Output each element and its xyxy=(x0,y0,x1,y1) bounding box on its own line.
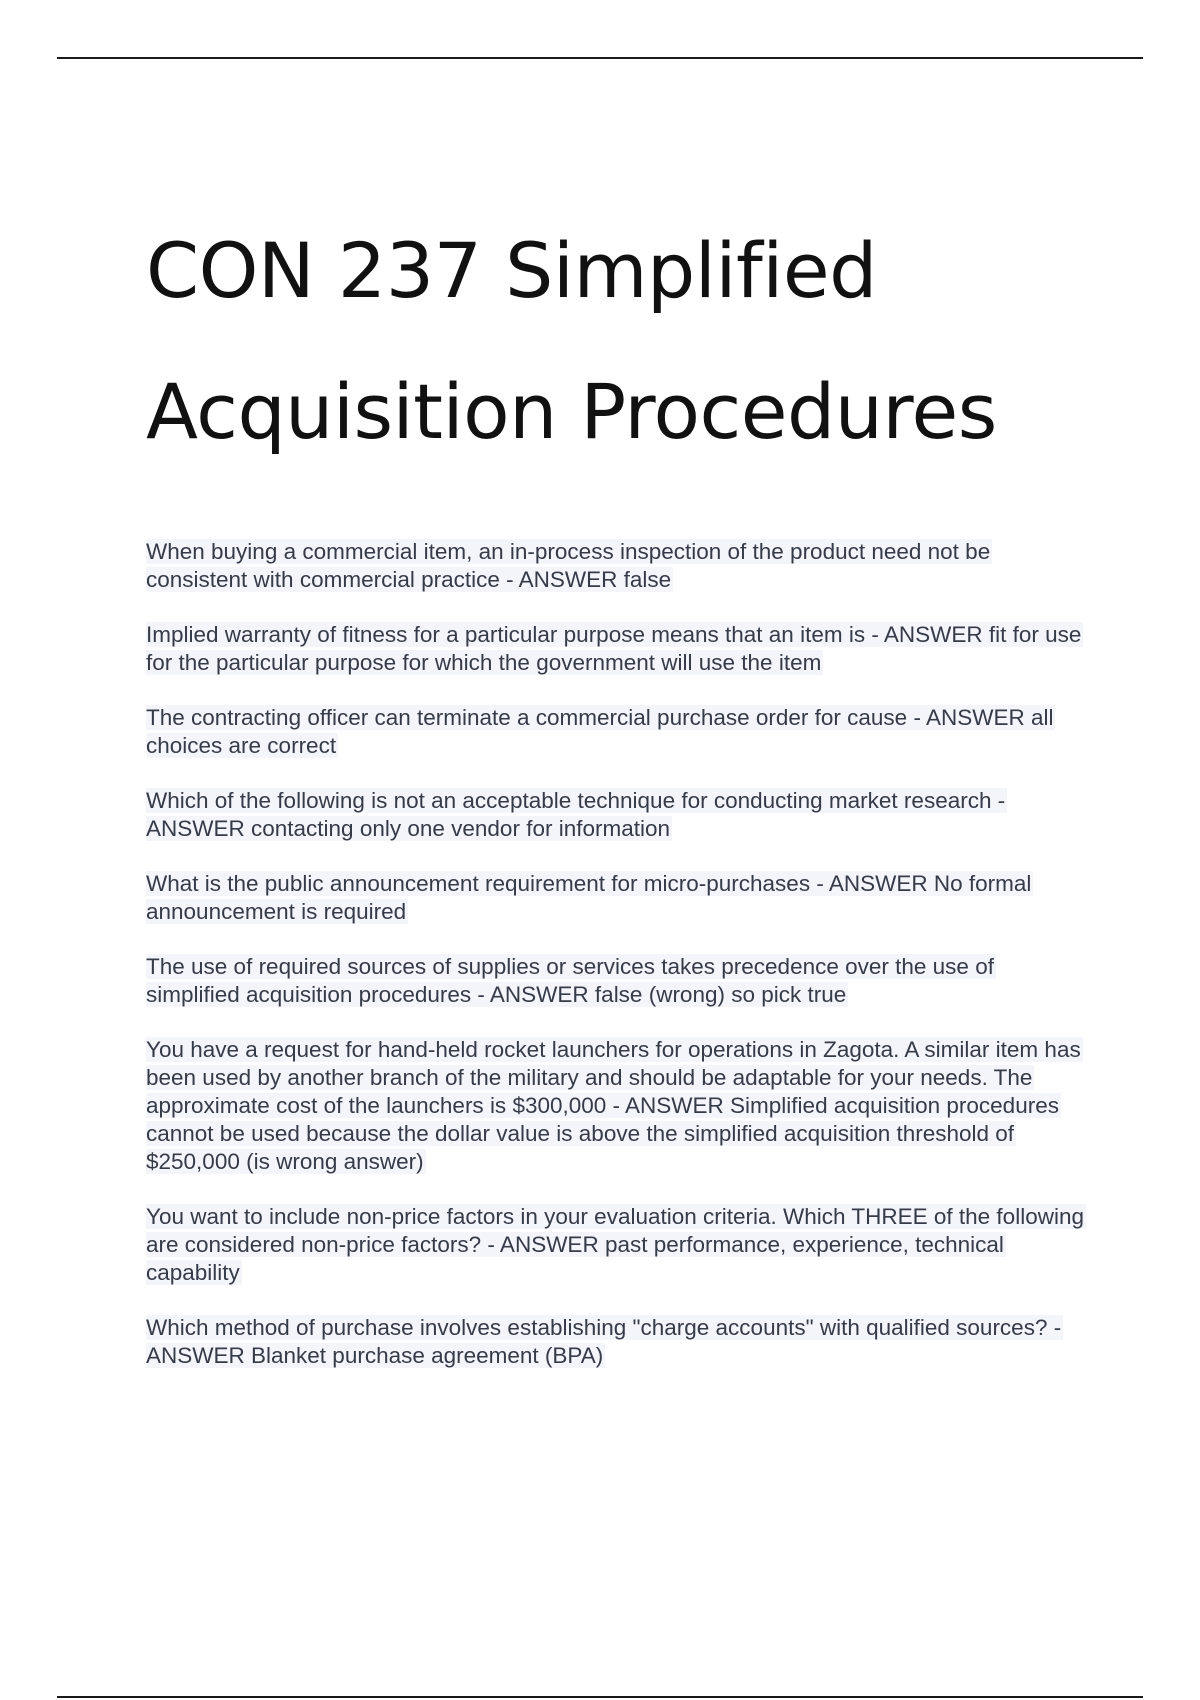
qa-item xyxy=(146,953,1086,1009)
qa-text: You have a request for hand-held rocket launchers for operations in Zagota. A similar item has been used by another branch of the military and should be adaptable for your needs. The approximate cost of the launchers is $300,000 - ANSWER Simplified acquisition procedures cannot be used because the dollar value is above the simplified acquisition threshold of $250,000 (is wrong answer) xyxy=(146,1037,1081,1174)
title-line-2: Acquisition Procedures xyxy=(146,367,997,456)
top-rule xyxy=(57,57,1143,59)
qa-text: The use of required sources of supplies or services takes precedence over the use of simplified acquisition procedures - ANSWER false (wrong) so pick true xyxy=(146,954,994,1007)
qa-text: Which of the following is not an acceptable technique for conducting market research - ANSWER contacting only one vendor for information xyxy=(146,788,1006,841)
bottom-rule xyxy=(57,1696,1143,1698)
qa-list xyxy=(146,538,1086,1397)
qa-item xyxy=(146,870,1086,926)
qa-item xyxy=(146,621,1086,677)
qa-item xyxy=(146,704,1086,760)
qa-text: When buying a commercial item, an in-process inspection of the product need not be consistent with commercial practice - ANSWER false xyxy=(146,539,991,592)
qa-text: You want to include non-price factors in your evaluation criteria. Which THREE of the following are considered non-price factors? - ANSWER past performance, experience, technical capability xyxy=(146,1204,1084,1285)
qa-item xyxy=(146,538,1086,594)
qa-item xyxy=(146,1314,1086,1370)
qa-text: Which method of purchase involves establishing "charge accounts" with qualified sources? - ANSWER Blanket purchase agreement (BPA) xyxy=(146,1315,1062,1368)
qa-text: Implied warranty of fitness for a particular purpose means that an item is - ANSWER fit for use for the particular purpose for which the government will use the item xyxy=(146,622,1082,675)
qa-text: What is the public announcement requirement for micro-purchases - ANSWER No formal announcement is required xyxy=(146,871,1032,924)
qa-text: The contracting officer can terminate a commercial purchase order for cause - ANSWER all choices are correct xyxy=(146,705,1054,758)
title-line-1: CON 237 Simplified xyxy=(146,226,877,315)
document-title xyxy=(146,200,1146,482)
qa-item xyxy=(146,1036,1086,1176)
qa-item xyxy=(146,1203,1086,1287)
qa-item xyxy=(146,787,1086,843)
